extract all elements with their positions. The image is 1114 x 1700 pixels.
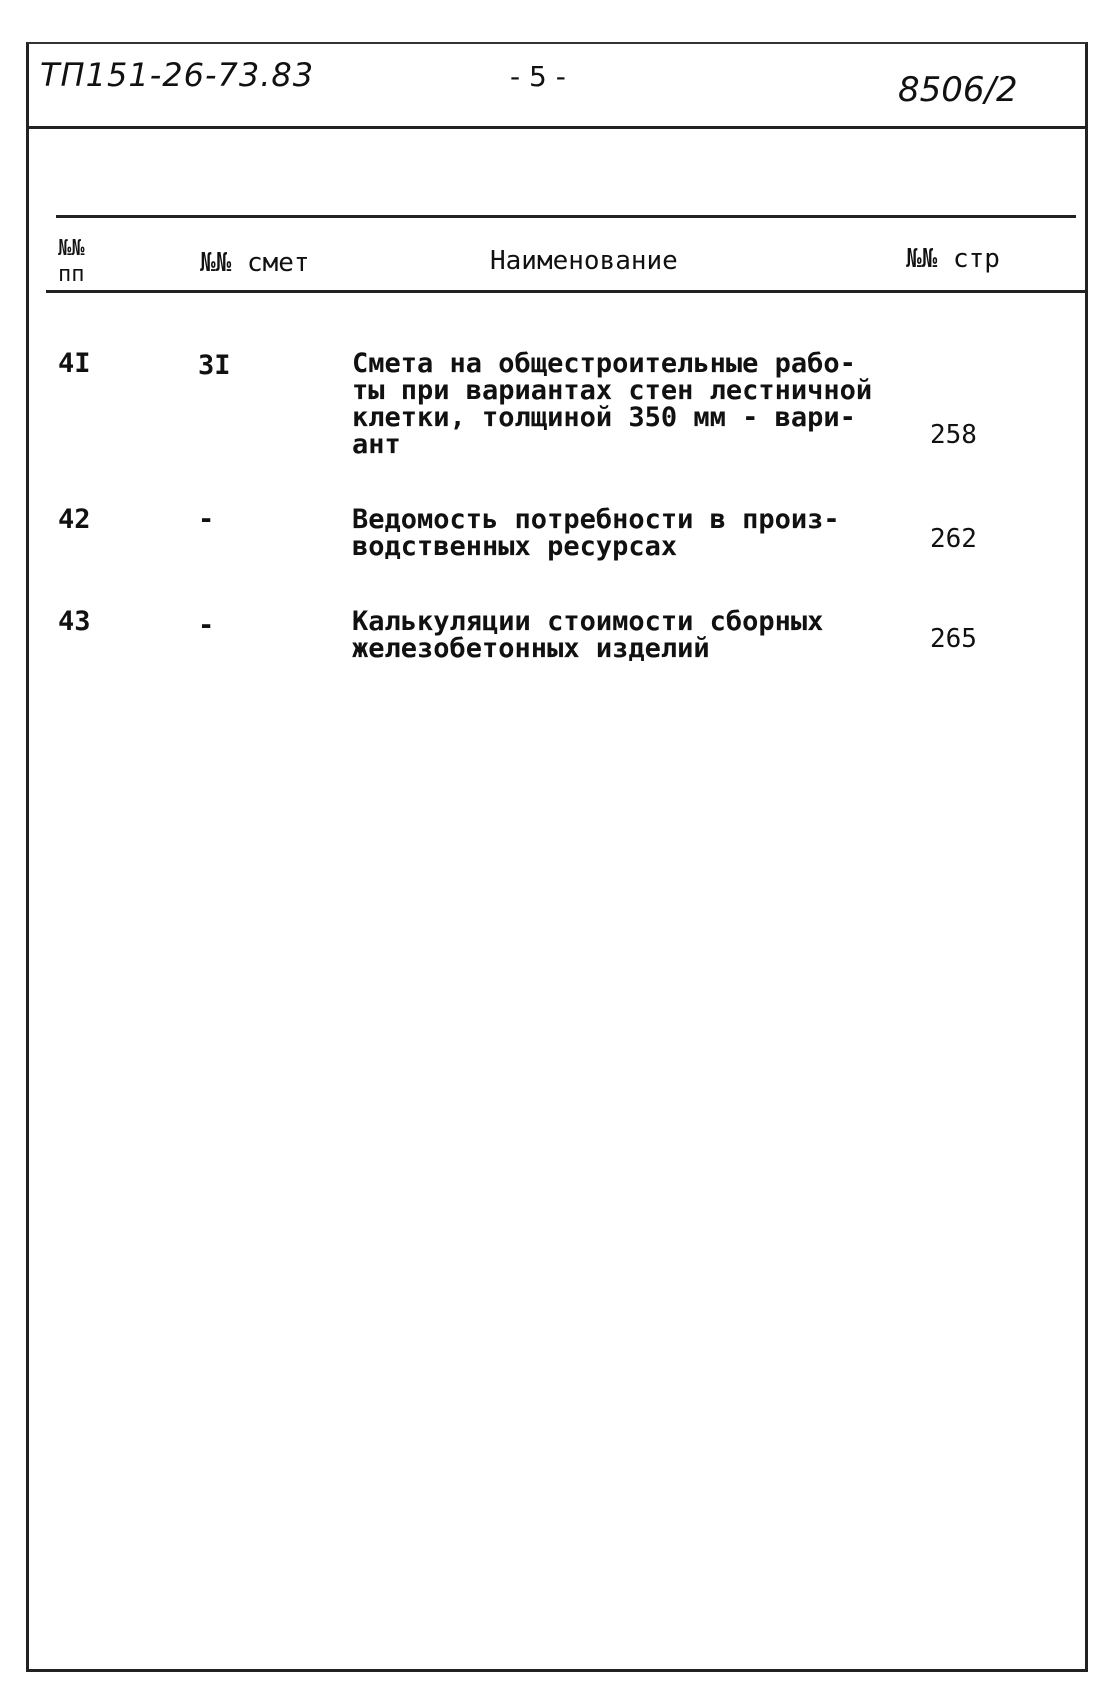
row-number: 42 xyxy=(58,504,91,535)
row-estimate-number: 3I xyxy=(198,350,231,381)
row-estimate-number: - xyxy=(198,504,215,535)
column-header-name: Наименование xyxy=(490,246,678,276)
document-code: ТП151-26-73.83 xyxy=(40,56,315,94)
column-header-estimate: №№ смет xyxy=(200,248,310,278)
row-name: Калькуляции стоимости сборных железобетонных изделий xyxy=(352,606,824,664)
row-number: 4I xyxy=(58,348,91,379)
page-number: - 5 - xyxy=(510,60,566,93)
column-header-page: №№ стр xyxy=(906,244,1000,274)
archive-number: 8506/2 xyxy=(898,70,1018,110)
row-number: 43 xyxy=(58,606,91,637)
row-name: Ведомость потребности в произ- водственных ресурсах xyxy=(352,504,840,562)
column-header-number: №№ пп xyxy=(58,236,85,287)
header-divider xyxy=(28,126,1086,129)
page-frame xyxy=(26,42,1088,1672)
row-page: 265 xyxy=(930,624,977,654)
table-top-rule xyxy=(56,215,1076,218)
row-name: Смета на общестроительные рабо- ты при вариантах стен лестничной клетки, толщиной 350 мм - вари- ант xyxy=(352,348,873,460)
table-header-rule xyxy=(46,290,1086,293)
row-page: 258 xyxy=(930,420,977,450)
row-estimate-number: - xyxy=(198,610,215,641)
row-page: 262 xyxy=(930,524,977,554)
